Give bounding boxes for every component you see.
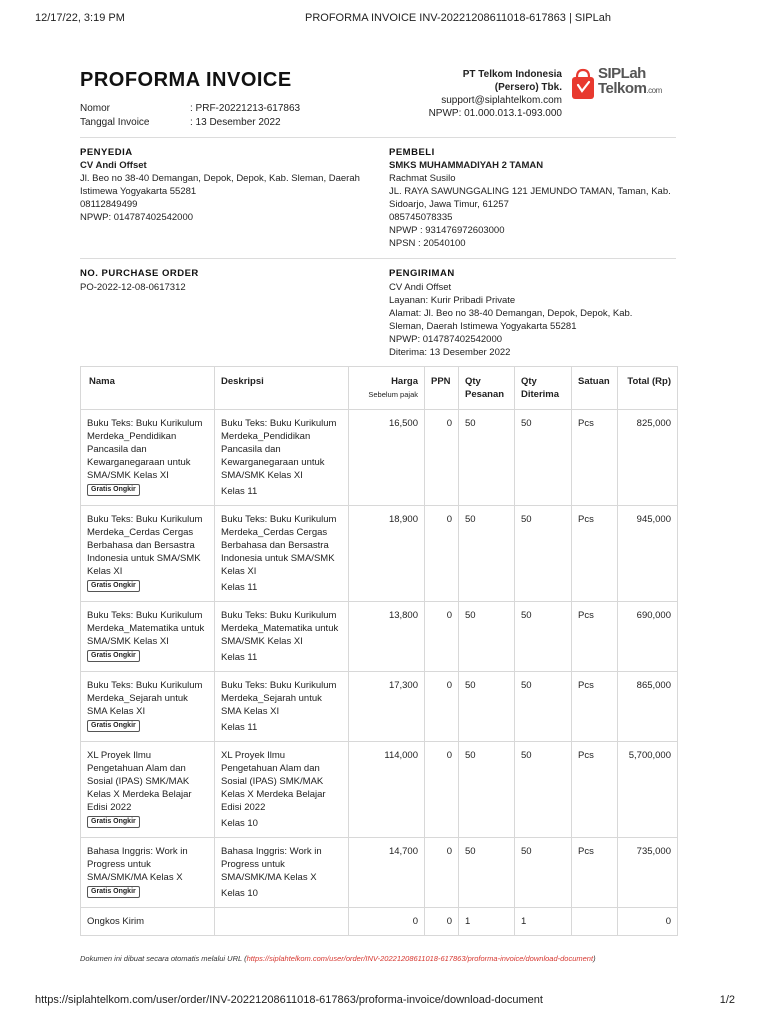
row-nama-text: Buku Teks: Buku Kurikulum Merdeka_Cerdas Cergas Berbahasa dan Bersastra Indonesia untuk SMA/SMK Kelas XI — [87, 514, 203, 577]
row-total: 865,000 — [618, 672, 678, 742]
row-deskripsi-text: Bahasa Inggris: Work in Progress untuk SMA/SMK/MA Kelas X — [221, 846, 322, 883]
row-harga: 16,500 — [349, 410, 425, 506]
ongkos-qty-diterima: 1 — [515, 908, 572, 936]
pembeli-name: SMKS MUHAMMADIYAH 2 TAMAN — [389, 160, 544, 171]
ongkos-qty-pesanan: 1 — [459, 908, 515, 936]
th-qty-pesanan: Qty Pesanan — [459, 367, 515, 410]
row-harga: 17,300 — [349, 672, 425, 742]
row-kelas: Kelas 11 — [221, 486, 258, 497]
pembeli-phone: 085745078335 — [389, 212, 453, 223]
company-email: support@siplahtelkom.com — [441, 95, 562, 106]
row-deskripsi — [215, 410, 349, 506]
table-row — [81, 410, 678, 506]
pembeli-address-1: JL. RAYA SAWUNGGALING 121 JEMUNDO TAMAN, Taman, Kab. — [389, 186, 671, 197]
row-satuan: Pcs — [572, 838, 618, 908]
ongkos-ppn: 0 — [425, 908, 459, 936]
pembeli-address-2: Sidoarjo, Jawa Timur, 61257 — [389, 199, 509, 210]
row-deskripsi — [215, 672, 349, 742]
penyedia-npwp: NPWP: 014787402542000 — [80, 212, 194, 223]
pengiriman-layanan: Layanan: Kurir Pribadi Private — [389, 295, 516, 306]
pengiriman-heading: PENGIRIMAN — [389, 268, 455, 279]
row-nama-text: XL Proyek Ilmu Pengetahuan Alam dan Sosial (IPAS) SMK/MAK Kelas X Merdeka Belajar Edisi 2022 — [87, 750, 192, 813]
gratis-ongkir-badge: Gratis Ongkir — [87, 580, 140, 592]
gratis-ongkir-badge: Gratis Ongkir — [87, 650, 140, 662]
row-deskripsi — [215, 742, 349, 838]
row-kelas: Kelas 10 — [221, 888, 258, 899]
row-ppn: 0 — [425, 602, 459, 672]
th-harga — [349, 367, 425, 410]
row-nama — [81, 742, 215, 838]
pembeli-npsn: NPSN : 20540100 — [389, 238, 466, 249]
row-kelas: Kelas 11 — [221, 722, 258, 733]
penyedia-address-1: Jl. Beo no 38-40 Demangan, Depok, Depok, Kab. Sleman, Daerah — [80, 173, 360, 184]
row-qty-pesanan: 50 — [459, 672, 515, 742]
penyedia-heading: PENYEDIA — [80, 147, 133, 158]
table-row — [81, 742, 678, 838]
row-qty-diterima: 50 — [515, 742, 572, 838]
row-deskripsi-text: Buku Teks: Buku Kurikulum Merdeka_Sejarah untuk SMA Kelas XI — [221, 680, 337, 717]
th-ppn: PPN — [425, 367, 459, 410]
th-satuan: Satuan — [572, 367, 618, 410]
page-title: PROFORMA INVOICE — [80, 69, 292, 91]
pembeli-npwp: NPWP : 931476972603000 — [389, 225, 505, 236]
row-harga: 14,700 — [349, 838, 425, 908]
print-page-num: 1/2 — [719, 994, 735, 1006]
row-total: 5,700,000 — [618, 742, 678, 838]
th-qty-diterima: Qty Diterima — [515, 367, 572, 410]
row-kelas: Kelas 11 — [221, 652, 258, 663]
row-qty-diterima: 50 — [515, 410, 572, 506]
row-qty-pesanan: 50 — [459, 602, 515, 672]
ongkos-satuan — [572, 908, 618, 936]
logo-line1: SIPLah — [598, 65, 646, 82]
row-qty-pesanan: 50 — [459, 838, 515, 908]
row-harga: 18,900 — [349, 506, 425, 602]
row-deskripsi-text: Buku Teks: Buku Kurikulum Merdeka_Pendidikan Pancasila dan Kewarganegaraan untuk SMA/SMK Kelas XI — [221, 418, 337, 481]
table-row — [81, 506, 678, 602]
divider — [80, 258, 676, 259]
po-heading: NO. PURCHASE ORDER — [80, 268, 199, 279]
row-satuan: Pcs — [572, 410, 618, 506]
print-datetime: 12/17/22, 3:19 PM — [35, 12, 125, 24]
table-row — [81, 672, 678, 742]
penyedia-section — [80, 147, 380, 224]
row-total: 735,000 — [618, 838, 678, 908]
row-deskripsi-text: Buku Teks: Buku Kurikulum Merdeka_Cerdas Cergas Berbahasa dan Bersastra Indonesia untuk SMA/SMK Kelas XI — [221, 514, 337, 577]
penyedia-address-2: Istimewa Yogyakarta 55281 — [80, 186, 197, 197]
row-nama-text: Buku Teks: Buku Kurikulum Merdeka_Pendidikan Pancasila dan Kewarganegaraan untuk SMA/SMK Kelas XI — [87, 418, 203, 481]
tanggal-value: : 13 Desember 2022 — [190, 117, 281, 128]
row-deskripsi — [215, 838, 349, 908]
footnote-suffix: ) — [593, 954, 596, 963]
items-table — [80, 366, 678, 936]
row-qty-pesanan: 50 — [459, 506, 515, 602]
pengiriman-npwp: NPWP: 014787402542000 — [389, 334, 503, 345]
company-info — [382, 68, 562, 120]
table-header-row — [81, 367, 678, 410]
row-qty-pesanan: 50 — [459, 742, 515, 838]
po-section — [80, 268, 380, 294]
print-page-title: PROFORMA INVOICE INV-20221208611018-617863 | SIPLah — [305, 12, 611, 24]
row-total: 945,000 — [618, 506, 678, 602]
pembeli-section — [389, 147, 679, 250]
company-name-2: (Persero) Tbk. — [494, 82, 562, 93]
penyedia-phone: 08112849499 — [80, 199, 138, 210]
nomor-value: : PRF-20221213-617863 — [190, 103, 301, 114]
row-nama — [81, 410, 215, 506]
footnote-prefix: Dokumen ini dibuat secara otomatis melalui URL ( — [80, 954, 247, 963]
row-qty-diterima: 50 — [515, 838, 572, 908]
row-qty-pesanan: 50 — [459, 410, 515, 506]
th-nama: Nama — [81, 367, 215, 410]
pengiriman-diterima: Diterima: 13 Desember 2022 — [389, 347, 511, 358]
company-name-1: PT Telkom Indonesia — [462, 69, 562, 80]
row-nama — [81, 602, 215, 672]
gratis-ongkir-badge: Gratis Ongkir — [87, 886, 140, 898]
ongkos-total: 0 — [618, 908, 678, 936]
th-harga-sub: Sebelum pajak — [368, 390, 418, 399]
po-number: PO-2022-12-08-0617312 — [80, 282, 186, 293]
row-nama — [81, 506, 215, 602]
logo-line2: Telkom — [598, 80, 647, 97]
row-kelas: Kelas 11 — [221, 582, 258, 593]
th-deskripsi: Deskripsi — [215, 367, 349, 410]
print-url: https://siplahtelkom.com/user/order/INV-20221208611018-617863/proforma-invoice/download-document — [35, 994, 543, 1006]
ongkos-kirim-row — [81, 908, 678, 936]
pengiriman-alamat-2: Sleman, Daerah Istimewa Yogyakarta 55281 — [389, 321, 577, 332]
row-ppn: 0 — [425, 506, 459, 602]
row-satuan: Pcs — [572, 742, 618, 838]
gratis-ongkir-badge: Gratis Ongkir — [87, 720, 140, 732]
th-total: Total (Rp) — [618, 367, 678, 410]
siplah-logo-icon — [569, 67, 597, 101]
row-total: 825,000 — [618, 410, 678, 506]
row-qty-diterima: 50 — [515, 672, 572, 742]
pembeli-heading: PEMBELI — [389, 147, 435, 158]
row-nama — [81, 838, 215, 908]
row-total: 690,000 — [618, 602, 678, 672]
th-harga-label: Harga — [391, 376, 418, 387]
row-deskripsi-text: XL Proyek Ilmu Pengetahuan Alam dan Sosial (IPAS) SMK/MAK Kelas X Merdeka Belajar Edisi 2022 — [221, 750, 326, 813]
row-deskripsi-text: Buku Teks: Buku Kurikulum Merdeka_Matematika untuk SMA/SMK Kelas XI — [221, 610, 339, 647]
row-qty-diterima: 50 — [515, 602, 572, 672]
row-nama-text: Bahasa Inggris: Work in Progress untuk SMA/SMK/MA Kelas X — [87, 846, 188, 883]
tanggal-label: Tanggal Invoice — [80, 117, 150, 128]
pengiriman-alamat-1: Alamat: Jl. Beo no 38-40 Demangan, Depok, Depok, Kab. — [389, 308, 633, 319]
pengiriman-name: CV Andi Offset — [389, 282, 452, 293]
ongkos-nama: Ongkos Kirim — [81, 908, 215, 936]
row-qty-diterima: 50 — [515, 506, 572, 602]
table-row — [81, 838, 678, 908]
footnote — [80, 954, 596, 963]
row-deskripsi — [215, 506, 349, 602]
row-nama-text: Buku Teks: Buku Kurikulum Merdeka_Sejarah untuk SMA Kelas XI — [87, 680, 203, 717]
gratis-ongkir-badge: Gratis Ongkir — [87, 816, 140, 828]
row-nama — [81, 672, 215, 742]
ongkos-deskripsi — [215, 908, 349, 936]
pembeli-contact: Rachmat Susilo — [389, 173, 456, 184]
footnote-link[interactable]: https://siplahtelkom.com/user/order/INV-20221208611018-617863/proforma-invoice/download-document — [246, 954, 594, 963]
nomor-label: Nomor — [80, 103, 111, 114]
row-harga: 114,000 — [349, 742, 425, 838]
row-satuan: Pcs — [572, 506, 618, 602]
gratis-ongkir-badge: Gratis Ongkir — [87, 484, 140, 496]
row-nama-text: Buku Teks: Buku Kurikulum Merdeka_Matematika untuk SMA/SMK Kelas XI — [87, 610, 205, 647]
row-ppn: 0 — [425, 410, 459, 506]
company-npwp: NPWP: 01.000.013.1-093.000 — [428, 108, 562, 119]
row-ppn: 0 — [425, 672, 459, 742]
row-satuan: Pcs — [572, 672, 618, 742]
row-deskripsi — [215, 602, 349, 672]
row-harga: 13,800 — [349, 602, 425, 672]
row-ppn: 0 — [425, 838, 459, 908]
divider — [80, 137, 676, 138]
table-row — [81, 602, 678, 672]
logo-suffix: .com — [646, 86, 662, 95]
row-ppn: 0 — [425, 742, 459, 838]
row-kelas: Kelas 10 — [221, 818, 258, 829]
pengiriman-section — [389, 268, 679, 359]
row-satuan: Pcs — [572, 602, 618, 672]
penyedia-name: CV Andi Offset — [80, 160, 147, 171]
ongkos-harga: 0 — [349, 908, 425, 936]
siplah-logo — [598, 66, 662, 98]
